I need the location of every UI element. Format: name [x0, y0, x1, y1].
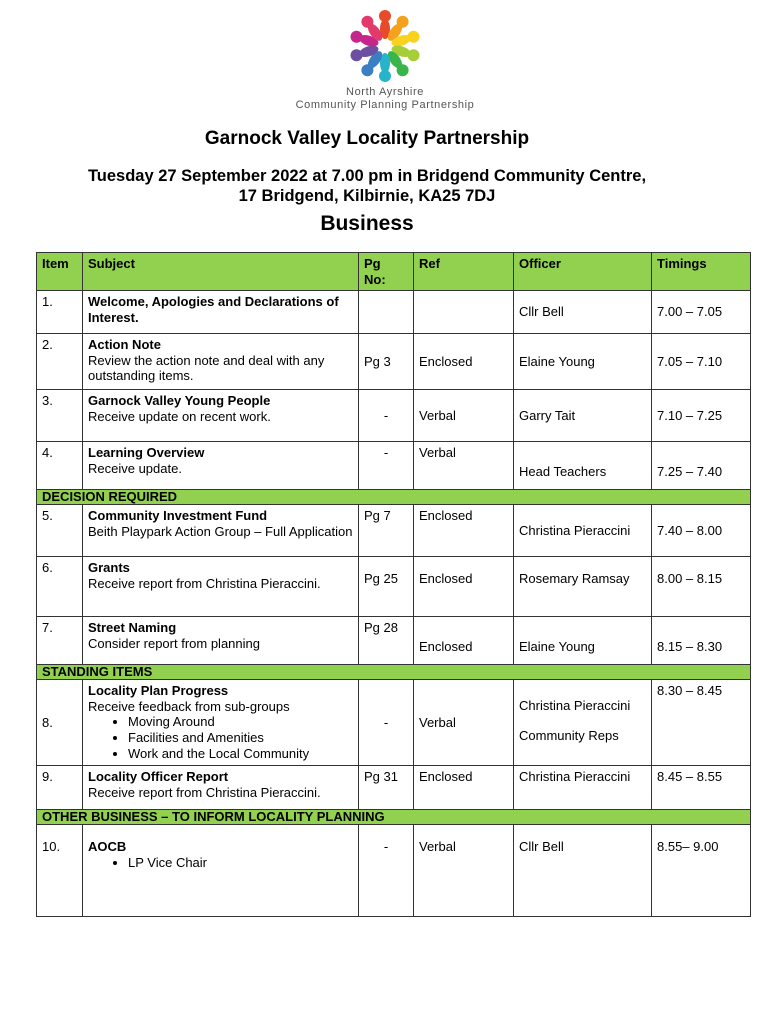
- item-ref: Enclosed: [414, 505, 514, 557]
- item-time: 8.00 – 8.15: [652, 557, 751, 617]
- item-officer: Head Teachers: [514, 442, 652, 490]
- item-subject: Community Investment Fund Beith Playpark Action Group – Full Application: [83, 505, 359, 557]
- item-officer: Christina Pieraccini: [514, 505, 652, 557]
- item-page: -: [359, 825, 414, 917]
- item-page: -: [359, 390, 414, 442]
- table-row: [37, 680, 751, 766]
- item-subject: Locality Plan Progress Receive feedback from sub-groups • Moving Around • Facilities and Amenities • Work and the Local Community: [83, 680, 359, 766]
- meeting-address: 17 Bridgend, Kilbirnie, KA25 7DJ: [238, 187, 496, 205]
- col-pg: Pg No:: [359, 253, 414, 291]
- col-timings: Timings: [652, 253, 751, 291]
- item-ref: Verbal: [414, 442, 514, 490]
- table-row: [37, 557, 751, 617]
- section-decision-required: [37, 490, 751, 505]
- col-item: Item: [37, 253, 83, 291]
- logo-line-1: North Ayrshire: [346, 86, 424, 98]
- page-title: Garnock Valley Locality Partnership: [204, 128, 530, 149]
- item-officer: Elaine Young: [514, 334, 652, 390]
- item-number: 3.: [37, 390, 83, 442]
- table-row: [37, 442, 751, 490]
- item-ref: Verbal: [414, 825, 514, 917]
- item-ref: [414, 291, 514, 334]
- section-standing-items: [37, 665, 751, 680]
- item-subject: AOCB • LP Vice Chair: [83, 825, 359, 917]
- meeting-date-venue: Tuesday 27 September 2022 at 7.00 pm in Bridgend Community Centre,: [87, 167, 647, 185]
- item-subject: Locality Officer Report Receive report from Christina Pieraccini.: [83, 766, 359, 810]
- item-officer: Christina Pieraccini: [514, 766, 652, 810]
- item-ref: Enclosed: [414, 334, 514, 390]
- item-page: Pg 28: [359, 617, 414, 665]
- list-item: • Facilities and Amenities: [128, 730, 353, 746]
- item-time: 7.25 – 7.40: [652, 442, 751, 490]
- item-time: 7.00 – 7.05: [652, 291, 751, 334]
- item-ref: Verbal: [414, 680, 514, 766]
- table-row: [37, 505, 751, 557]
- item-page: Pg 7: [359, 505, 414, 557]
- table-row: [37, 617, 751, 665]
- list-item: • Work and the Local Community: [128, 746, 353, 762]
- item-time: 7.40 – 8.00: [652, 505, 751, 557]
- item-number: 4.: [37, 442, 83, 490]
- table-row: [37, 825, 751, 917]
- item-subject: Garnock Valley Young People Receive update on recent work.: [83, 390, 359, 442]
- item-page: Pg 3: [359, 334, 414, 390]
- col-ref: Ref: [414, 253, 514, 291]
- item-officer: Cllr Bell: [514, 825, 652, 917]
- item-officer: Rosemary Ramsay: [514, 557, 652, 617]
- item-subject: Welcome, Apologies and Declarations of Interest.: [83, 291, 359, 334]
- item-number: 8.: [37, 680, 83, 766]
- item-ref: Enclosed: [414, 766, 514, 810]
- section-label: OTHER BUSINESS – TO INFORM LOCALITY PLANNING: [37, 810, 751, 825]
- item-number: 2.: [37, 334, 83, 390]
- item-page: Pg 25: [359, 557, 414, 617]
- item-subject: Grants Receive report from Christina Pieraccini.: [83, 557, 359, 617]
- logo: [0, 6, 770, 112]
- item-time: 8.15 – 8.30: [652, 617, 751, 665]
- col-officer: Officer: [514, 253, 652, 291]
- item-page: -: [359, 442, 414, 490]
- item-officer: Elaine Young: [514, 617, 652, 665]
- item-page: Pg 31: [359, 766, 414, 810]
- table-row: [37, 291, 751, 334]
- item-time: 7.05 – 7.10: [652, 334, 751, 390]
- item-page: -: [359, 680, 414, 766]
- agenda-table: [36, 252, 751, 917]
- section-label: STANDING ITEMS: [37, 665, 751, 680]
- table-header-row: [37, 253, 751, 291]
- item-page: [359, 291, 414, 334]
- item-officer: Cllr Bell: [514, 291, 652, 334]
- item-number: 9.: [37, 766, 83, 810]
- item-subject: Action Note Review the action note and deal with any outstanding items.: [83, 334, 359, 390]
- item-bullets: [88, 714, 353, 762]
- item-subject: Learning Overview Receive update.: [83, 442, 359, 490]
- item-time: 8.45 – 8.55: [652, 766, 751, 810]
- item-ref: Enclosed: [414, 557, 514, 617]
- item-ref: Verbal: [414, 390, 514, 442]
- logo-line-2: Community Planning Partnership: [295, 99, 475, 111]
- table-row: [37, 766, 751, 810]
- item-time: 7.10 – 7.25: [652, 390, 751, 442]
- item-number: 1.: [37, 291, 83, 334]
- section-label: DECISION REQUIRED: [37, 490, 751, 505]
- item-ref: Enclosed: [414, 617, 514, 665]
- item-time: 8.30 – 8.45: [652, 680, 751, 766]
- item-bullets: [88, 855, 353, 871]
- meeting-details: [0, 166, 734, 206]
- section-other-business: [37, 810, 751, 825]
- item-officer: Garry Tait: [514, 390, 652, 442]
- item-officer: Christina Pieraccini Community Reps: [514, 680, 652, 766]
- list-item: • LP Vice Chair: [128, 855, 353, 871]
- table-row: [37, 390, 751, 442]
- col-subject: Subject: [83, 253, 359, 291]
- item-number: 7.: [37, 617, 83, 665]
- section-heading: Business: [320, 212, 414, 235]
- item-number: 10.: [37, 825, 83, 917]
- table-row: [37, 334, 751, 390]
- item-number: 5.: [37, 505, 83, 557]
- partnership-logo-icon: [340, 6, 430, 86]
- item-subject: Street Naming Consider report from planning: [83, 617, 359, 665]
- item-time: 8.55– 9.00: [652, 825, 751, 917]
- list-item: • Moving Around: [128, 714, 353, 730]
- item-number: 6.: [37, 557, 83, 617]
